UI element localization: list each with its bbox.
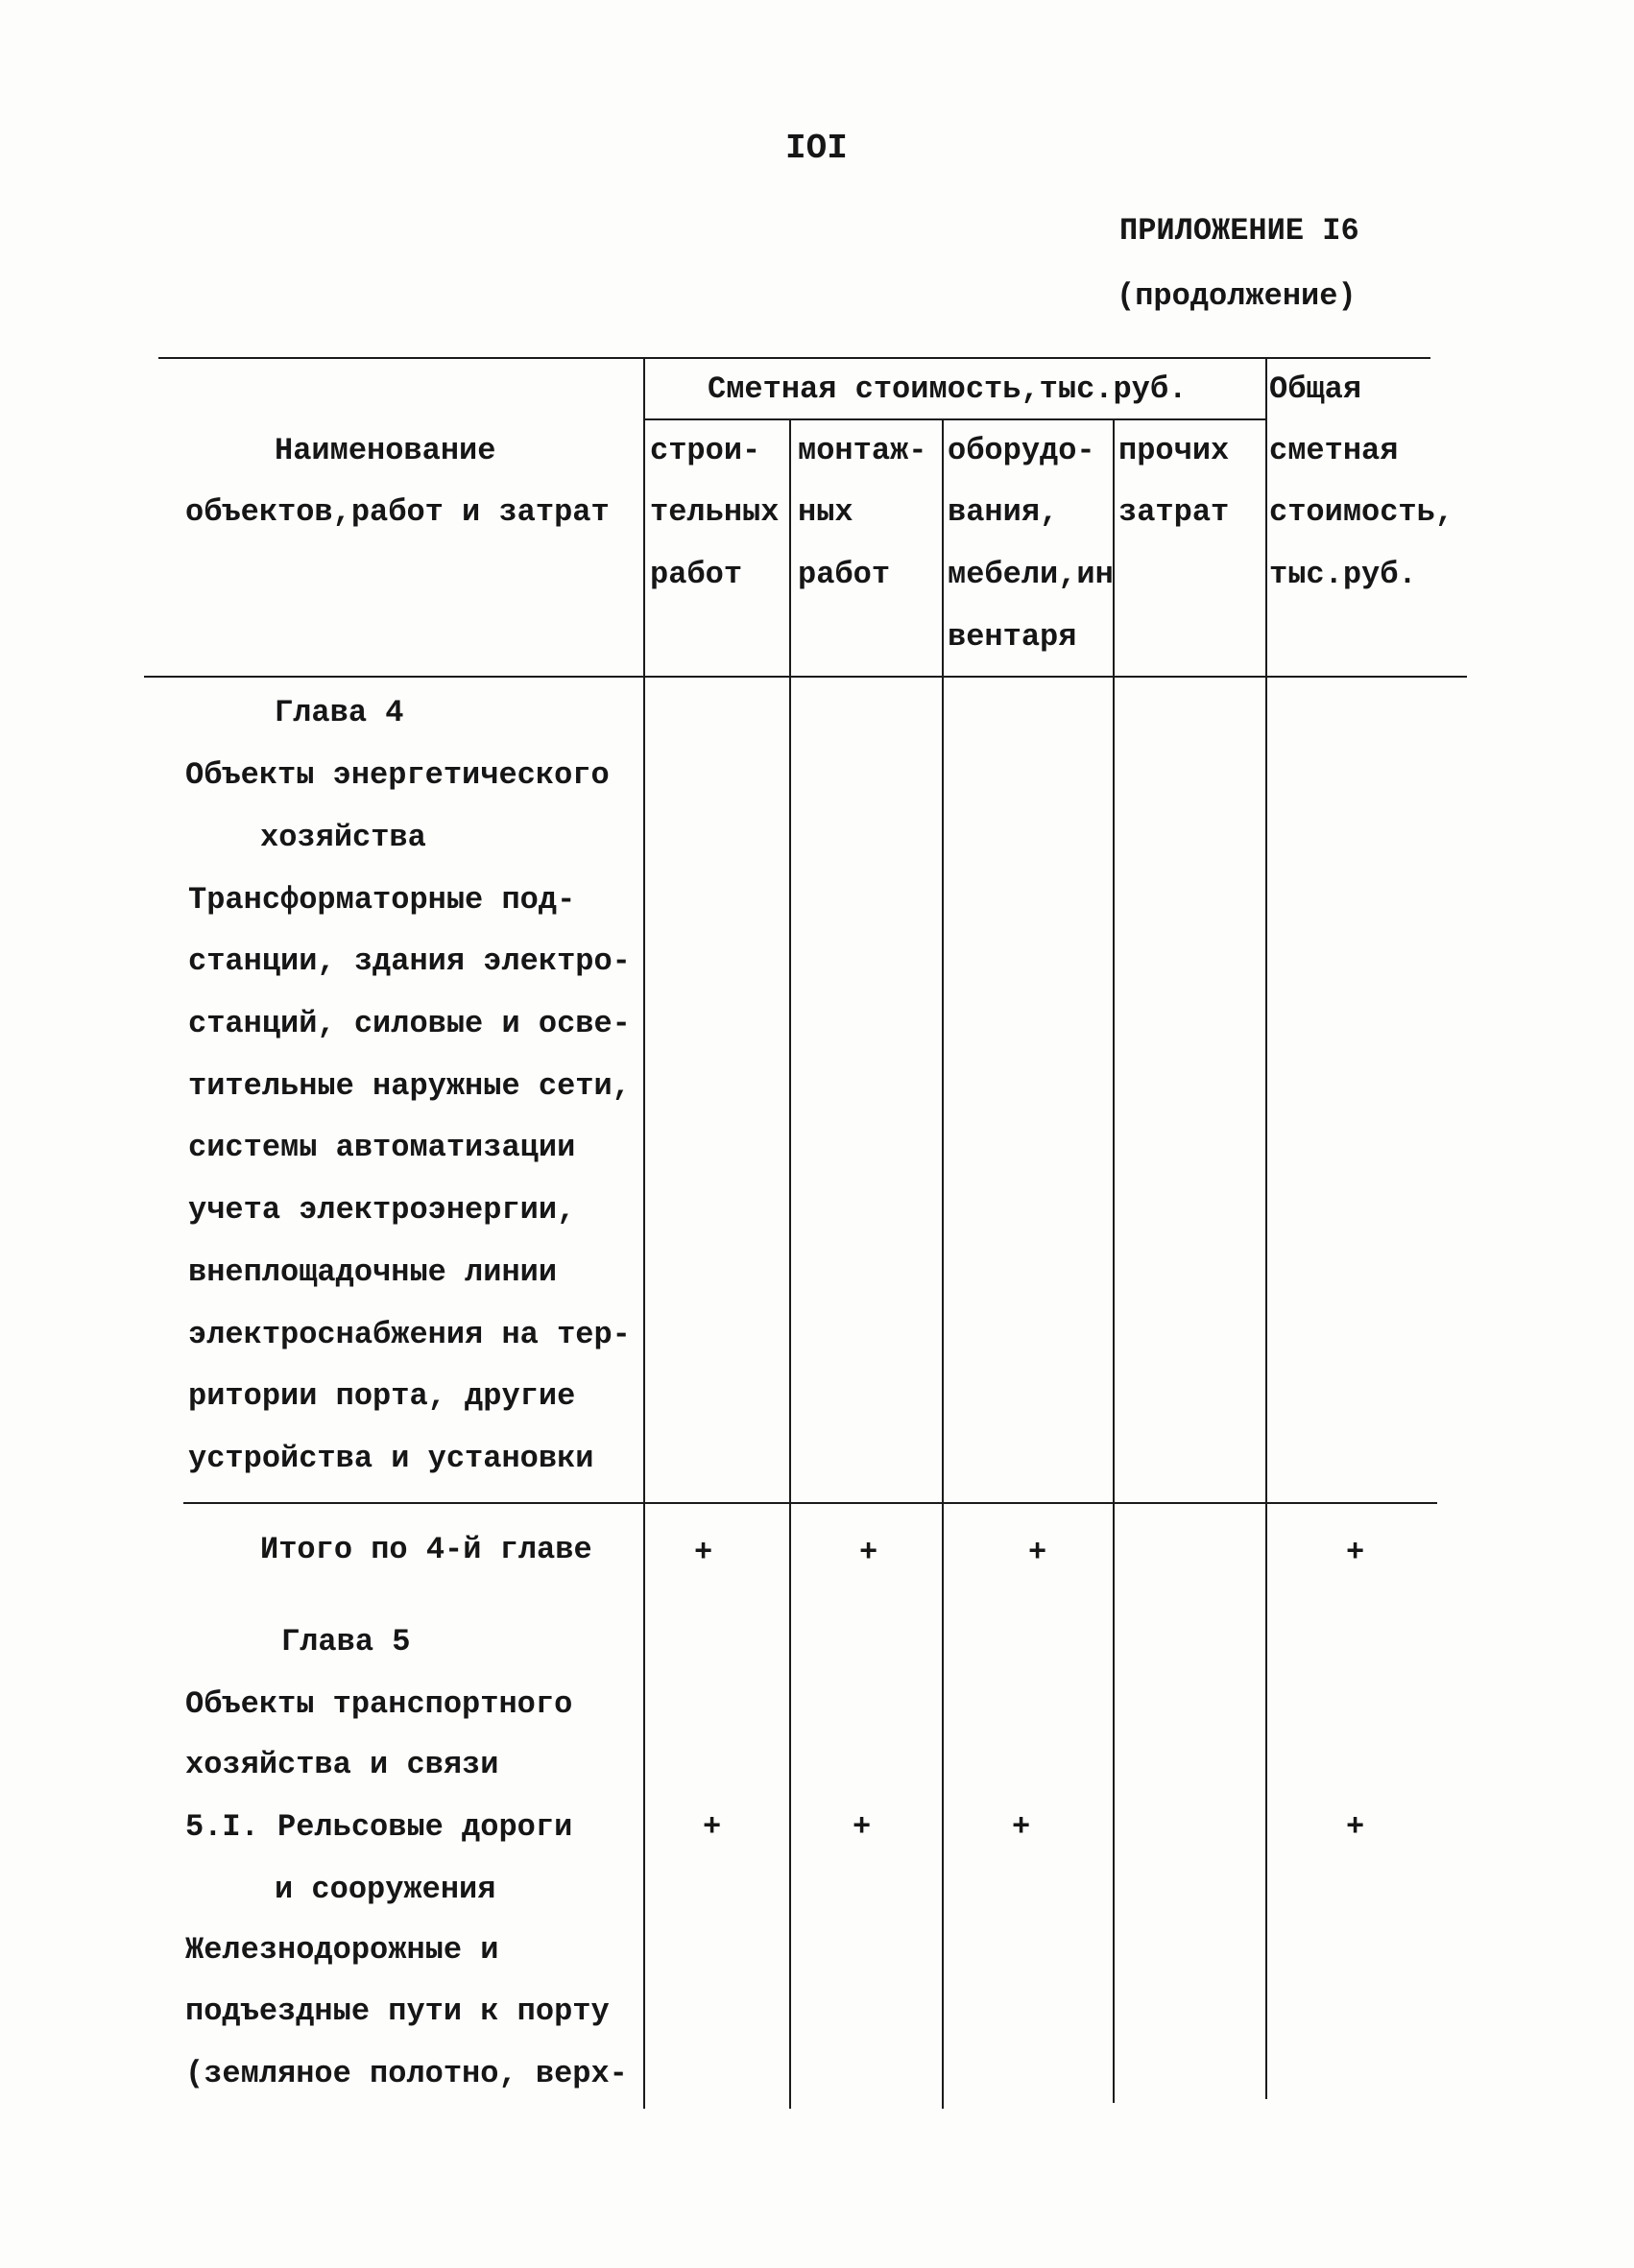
section-5-1-mark-construction: + [703,1809,722,1845]
chapter4-desc-line: ритории порта, другие [188,1378,576,1414]
appendix-label: ПРИЛОЖЕНИЕ I6 [1119,213,1359,249]
chapter4-total-label: Итого по 4-й главе [260,1532,592,1567]
header-col-construction-line-2: тельных [650,494,780,530]
header-col-construction-line-3: работ [650,557,743,592]
chapter4-total-mark-equipment: + [1028,1535,1047,1570]
header-col-equipment-line-3: мебели,ин [948,557,1114,592]
chapter4-title: Глава 4 [275,695,404,730]
header-col-installation-line-2: ных [798,494,853,530]
section-5-1-mark-installation: + [853,1809,872,1845]
chapter5-desc-line: подъездные пути к порту [185,1993,610,2029]
header-col-installation-line-3: работ [798,557,891,592]
chapter4-total-mark-installation: + [859,1535,878,1570]
header-name-line-1: Наименование [275,433,496,468]
installation-column-divider [942,418,944,2109]
header-col-total-line-3: стоимость, [1269,494,1454,530]
header-col-installation-line-1: монтаж- [798,433,927,468]
chapter4-desc-line: станций, силовые и осве- [188,1006,631,1041]
chapter4-desc-line: учета электроэнергии, [188,1192,576,1228]
table-top-rule [158,357,1430,359]
chapter5-heading-line-2: хозяйства и связи [185,1747,499,1782]
header-cost-group: Сметная стоимость,тыс.руб. [708,371,1188,407]
header-col-total-line-2: сметная [1269,433,1399,468]
header-col-other-line-1: прочих [1118,433,1230,468]
chapter5-desc-line: Железнодорожные и [185,1932,499,1968]
chapter4-desc-line: тительные наружные сети, [188,1068,631,1104]
chapter4-desc-line: станции, здания электро- [188,943,631,979]
header-col-equipment-line-1: оборудо- [948,433,1095,468]
chapter4-desc-line: электроснабжения на тер- [188,1317,631,1352]
name-column-divider [643,357,645,2109]
chapter4-heading-line-1: Объекты энергетического [185,757,610,793]
chapter5-heading-line-1: Объекты транспортного [185,1686,573,1722]
chapter5-desc-line: (земляное полотно, верх- [185,2056,628,2091]
header-col-equipment-line-2: вания, [948,494,1059,530]
header-col-total-line-4: тыс.руб. [1269,557,1417,592]
chapter4-total-mark-total: + [1346,1535,1365,1570]
total-column-divider [1265,357,1267,2099]
chapter4-heading-line-2: хозяйства [260,820,426,855]
chapter5-title: Глава 5 [281,1624,411,1659]
page-number: IOI [785,129,848,168]
header-col-total-line-1: Общая [1269,371,1362,407]
section-5-1-mark-equipment: + [1012,1809,1031,1845]
header-name-line-2: объектов,работ и затрат [185,494,610,530]
header-col-other-line-2: затрат [1118,494,1230,530]
section-5-1-mark-total: + [1346,1809,1365,1845]
cost-group-rule [643,418,1265,420]
chapter4-desc-line: устройства и установки [188,1441,594,1476]
chapter4-desc-line: Трансформаторные под- [188,882,576,918]
section-5-1-label-line-1: 5.I. Рельсовые дороги [185,1809,573,1845]
chapter4-total-mark-construction: + [694,1535,713,1570]
chapter4-desc-line: внеплощадочные линии [188,1254,558,1290]
equipment-column-divider [1113,418,1115,2103]
header-bottom-rule [144,676,1467,678]
header-col-construction-line-1: строи- [650,433,761,468]
header-col-equipment-line-4: вентаря [948,619,1077,655]
chapter4-end-rule [183,1502,1437,1504]
continuation-label: (продолжение) [1117,278,1357,314]
section-5-1-label-line-2: и сооружения [275,1872,496,1907]
chapter4-desc-line: системы автоматизации [188,1130,576,1165]
construction-column-divider [789,418,791,2109]
